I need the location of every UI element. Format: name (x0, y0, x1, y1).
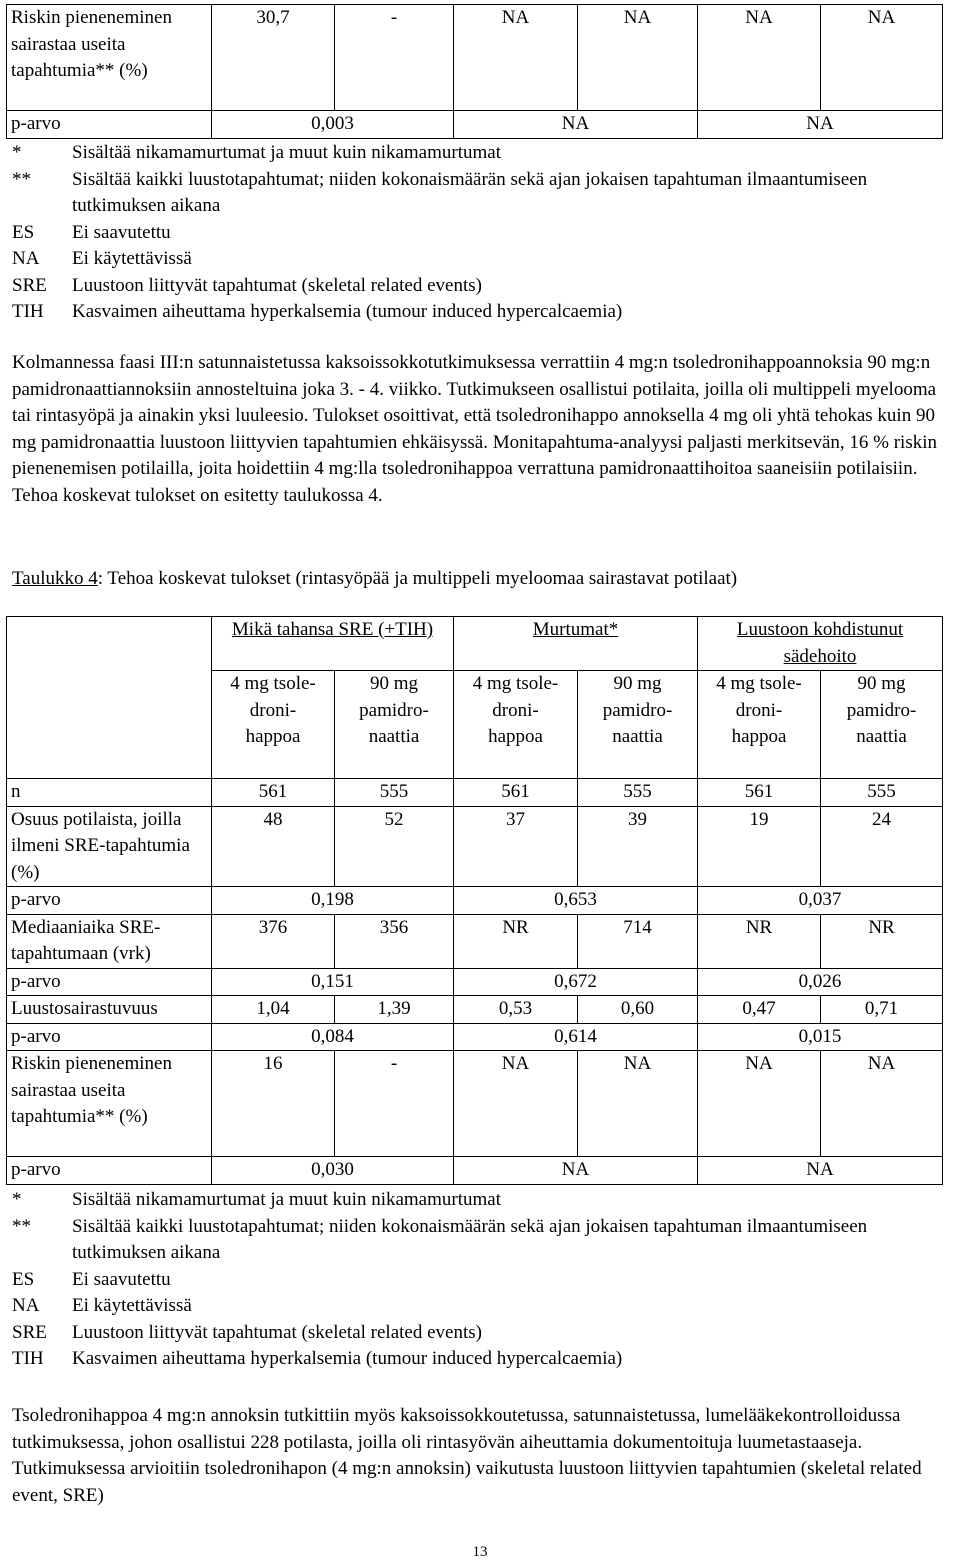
footnote-text: Ei saavutettu (72, 221, 171, 243)
table-row (7, 996, 943, 1024)
table-row (7, 1023, 943, 1051)
cell: NA (454, 1051, 578, 1157)
footnote-key: ** (12, 1215, 31, 1237)
row-label: p-arvo (7, 111, 212, 139)
cell: 555 (335, 779, 454, 807)
footnote-key: TIH (12, 1348, 44, 1369)
cell: 0,60 (578, 996, 698, 1024)
row-label: p-arvo (7, 1023, 212, 1051)
subheader: 90 mg pamidro-naattia (335, 671, 454, 779)
table-row (7, 1157, 943, 1185)
footnote (12, 1346, 942, 1373)
table-row (7, 5, 943, 111)
table-caption (12, 566, 950, 593)
table-row (7, 914, 943, 968)
table-row (7, 779, 943, 807)
group-header (698, 617, 943, 671)
cell: 0,151 (212, 968, 454, 996)
footnote-text: Luustoon liittyvät tapahtumat (skeletal related events) (72, 274, 482, 296)
footnote-key: SRE (12, 1321, 47, 1343)
cell: NR (821, 914, 943, 968)
cell: 0,015 (698, 1023, 943, 1051)
footnote (12, 1320, 942, 1347)
footnote-text: Ei käytettävissä (72, 1295, 192, 1316)
page-number: 13 (472, 1544, 488, 1560)
cell: NA (821, 1051, 943, 1157)
cell: 376 (212, 914, 335, 968)
group-header-text: Murtumat* (532, 619, 619, 640)
subheader: 90 mg pamidro-naattia (821, 671, 943, 779)
footnote (12, 299, 942, 326)
cell: NA (454, 1157, 698, 1185)
cell: 561 (212, 779, 335, 807)
cell: 0,53 (454, 996, 578, 1024)
group-header-text: Mikä tahansa SRE (+TIH) (231, 619, 434, 640)
cell: 0,030 (212, 1157, 454, 1185)
cell: NA (454, 111, 698, 139)
row-label: n (7, 779, 212, 807)
subheader: 4 mg tsole-droni-happoa (698, 671, 821, 779)
row-label: Luustosairastuvuus (7, 996, 212, 1024)
cell: 555 (821, 779, 943, 807)
footnote-text: Luustoon liittyvät tapahtumat (skeletal related events) (72, 1321, 482, 1343)
cell: 0,003 (212, 111, 454, 139)
cell: NR (698, 914, 821, 968)
footnote-text: Ei saavutettu (72, 1268, 171, 1290)
footnote-key: NA (12, 248, 40, 269)
footnote-key: ES (12, 221, 35, 243)
cell: 0,653 (454, 887, 698, 915)
footnote (12, 273, 942, 300)
table-row (7, 887, 943, 915)
footnote-key: NA (12, 1295, 40, 1316)
table-row (7, 806, 943, 887)
cell: - (335, 5, 454, 111)
cell: NA (578, 5, 698, 111)
footnote-key: SRE (12, 274, 47, 296)
cell: NA (698, 1157, 943, 1185)
footnote (12, 246, 942, 273)
group-header-text: Luustoon kohdistunut sädehoito (736, 619, 904, 667)
footnote-key: * (12, 142, 22, 163)
footnote-text: Sisältää nikamamurtumat ja muut kuin nikamamurtumat (72, 142, 501, 163)
footnote-key: ES (12, 1268, 35, 1290)
row-label: Riskin pieneneminen sairastaa useita tapahtumia** (%) (7, 1051, 212, 1157)
footnotes-1 (12, 140, 942, 326)
cell: 1,04 (212, 996, 335, 1024)
cell: NA (698, 111, 943, 139)
cell: 0,614 (454, 1023, 698, 1051)
cell: 714 (578, 914, 698, 968)
footnote (12, 220, 942, 247)
footnote-text: Ei käytettävissä (72, 248, 192, 269)
cell: 48 (212, 806, 335, 887)
row-label: p-arvo (7, 1157, 212, 1185)
cell: 555 (578, 779, 698, 807)
footnote (12, 1293, 942, 1320)
row-label: Mediaaniaika SRE-tapahtumaan (vrk) (7, 914, 212, 968)
footnote (12, 1214, 942, 1267)
subheader: 4 mg tsole-droni-happoa (454, 671, 578, 779)
cell: 16 (212, 1051, 335, 1157)
cell: 37 (454, 806, 578, 887)
empty-header (7, 617, 212, 779)
footnotes-2 (12, 1187, 942, 1373)
footnote-text: Sisältää kaikki luustotapahtumat; niiden kokonaismäärän sekä ajan jokaisen tapahtuman ilmaantumiseen tutkimuksen aikana (72, 1215, 868, 1263)
cell: 561 (698, 779, 821, 807)
footnote-text: Kasvaimen aiheuttama hyperkalsemia (tumour induced hypercalcaemia) (72, 301, 623, 322)
row-label: p-arvo (7, 968, 212, 996)
footnote-text: Sisältää kaikki luustotapahtumat; niiden kokonaismäärän sekä ajan jokaisen tapahtuman ilmaantumiseen tutkimuksen aikana (72, 168, 868, 216)
table-row (7, 111, 943, 139)
cell: NA (578, 1051, 698, 1157)
table-row (7, 968, 943, 996)
subheader: 4 mg tsole-droni-happoa (212, 671, 335, 779)
cell: 0,084 (212, 1023, 454, 1051)
group-header (454, 617, 698, 671)
cell: 0,672 (454, 968, 698, 996)
footnote-key: * (12, 1189, 22, 1210)
footnote (12, 140, 942, 167)
caption-text: : Tehoa koskevat tulokset (rintasyöpää ja multippeli myeloomaa sairastavat potilaat) (97, 568, 738, 589)
cell: 0,026 (698, 968, 943, 996)
cell: 19 (698, 806, 821, 887)
cell: 0,198 (212, 887, 454, 915)
top-results-table (6, 4, 943, 139)
footnote (12, 167, 942, 220)
table-4 (6, 616, 943, 1185)
cell: 0,71 (821, 996, 943, 1024)
row-label: Osuus potilaista, joilla ilmeni SRE-tapahtumia (%) (7, 806, 212, 887)
cell: NR (454, 914, 578, 968)
cell: NA (454, 5, 578, 111)
header-row (7, 617, 943, 671)
cell: NA (698, 1051, 821, 1157)
cell: 1,39 (335, 996, 454, 1024)
cell: NA (821, 5, 943, 111)
cell: 52 (335, 806, 454, 887)
footnote (12, 1187, 942, 1214)
row-label: p-arvo (7, 887, 212, 915)
cell: 0,47 (698, 996, 821, 1024)
cell: 356 (335, 914, 454, 968)
row-label: Riskin pieneneminen sairastaa useita tapahtumia** (%) (7, 5, 212, 111)
cell: NA (698, 5, 821, 111)
footnote-text: Sisältää nikamamurtumat ja muut kuin nikamamurtumat (72, 1189, 501, 1210)
cell: 39 (578, 806, 698, 887)
footnote-key: ** (12, 168, 31, 190)
body-paragraph-2: Tsoledronihappoa 4 mg:n annoksin tutkittiin myös kaksoissokkoutetussa, satunnaistetussa, lumelääkekontrolloidussa tutkimuksessa, johon osallistui 228 potilasta, joilla oli rintasyövän aiheuttamia dokumentoituja luumetastaaseja. Tutkimuksessa arvioitiin tsoledronihapon (4 mg:n annoksin) vaikutusta luustoon liittyvien tapahtumien (skeletal related event, SRE) (12, 1405, 922, 1506)
footnote-text: Kasvaimen aiheuttama hyperkalsemia (tumour induced hypercalcaemia) (72, 1348, 623, 1369)
footnote-key: TIH (12, 301, 44, 322)
subheader: 90 mg pamidro-naattia (578, 671, 698, 779)
cell: 0,037 (698, 887, 943, 915)
group-header (212, 617, 454, 671)
table-row (7, 1051, 943, 1157)
footnote (12, 1267, 942, 1294)
cell: 561 (454, 779, 578, 807)
cell: 30,7 (212, 5, 335, 111)
caption-label: Taulukko 4 (12, 568, 98, 589)
cell: - (335, 1051, 454, 1157)
body-paragraph: Kolmannessa faasi III:n satunnaistetussa kaksoissokkotutkimuksessa verrattiin 4 mg:n tsoledronihappoannoksia 90 mg:n pamidronaattiannoksiin annosteltuina joka 3. - 4. viikko. Tutkimukseen osallistui potilaita, joilla oli multippeli myelooma tai rintasyöpä ja ainakin yksi luuleesio. Tulokset osoittivat, että tsoledronihappo annoksella 4 mg oli yhtä tehokas kuin 90 mg pamidronaattia luustoon liittyvien tapahtumien ehkäisyssä. Monitapahtuma-analyysi paljasti merkitsevän, 16 % riskin pienenemisen potilailla, joita hoidettiin 4 mg:lla tsoledronihappoa verrattuna pamidronaattihoitoa saaneisiin potilaisiin. Tehoa koskevat tulokset on esitetty taulukossa 4. (12, 352, 938, 506)
cell: 24 (821, 806, 943, 887)
